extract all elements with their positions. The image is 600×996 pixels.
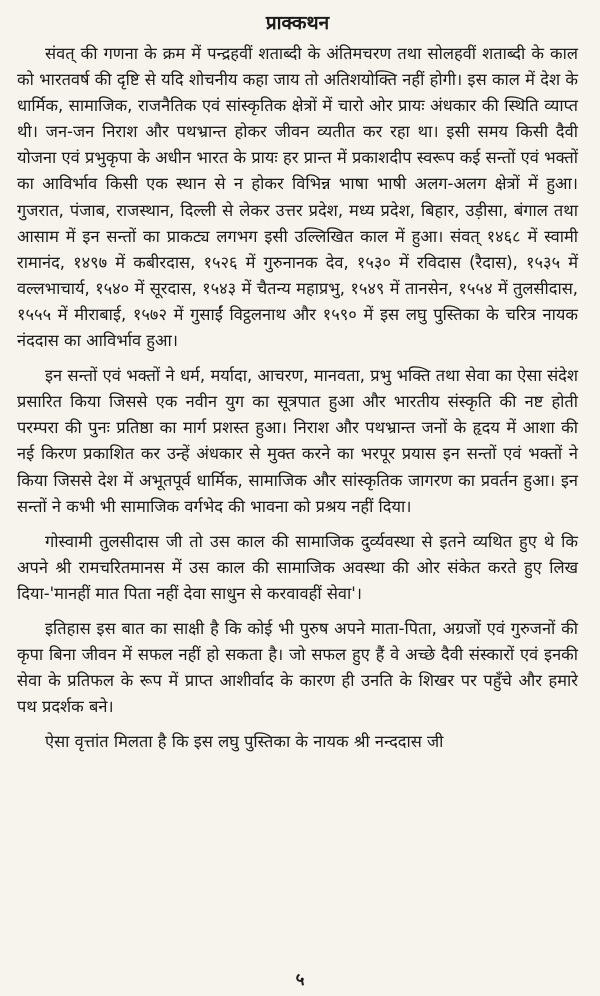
paragraph-3: गोस्वामी तुलसीदास जी तो उस काल की सामाजिक दुर्व्यवस्था से इतने व्यथित हुए थे कि अपने श्री रामचरितमानस में उस काल की सामाजिक अवस्था की ओर संकेत करते हुए लिख दिया-'मानहीं मात पिता नहीं देवा साधुन से करवावहीं सेवा'।: [17, 531, 578, 603]
paragraph-4: इतिहास इस बात का साक्षी है कि कोई भी पुरुष अपने माता-पिता, अग्रजों एवं गुरुजनों की कृपा बिना जीवन में सफल नहीं हो सकता है। जो सफल हुए हैं वे अच्छे दैवी संस्कारों एवं इनकी सेवा के प्रतिफल के रूप में प्राप्त आशीर्वाद के कारण ही उनति के शिखर पर पहुँचे और हमारे पथ प्रदर्शक बने।: [17, 618, 578, 717]
paragraph-5: ऐसा वृत्तांत मिलता है कि इस लघु पुस्तिका के नायक श्री नन्ददास जी: [45, 732, 444, 752]
paragraph-1: संवत् की गणना के क्रम में पन्द्रहवीं शताब्दी के अंतिमचरण तथा सोलहवीं शताब्दी के काल को भारतवर्ष की दृष्टि से यदि शोचनीय कहा जाय तो अतिशयोक्ति नहीं होगी। इस काल में देश के धार्मिक, सामाजिक, राजनैतिक एवं सांस्कृतिक क्षेत्रों में चारो ओर प्रायः अंधकार की स्थिति व्याप्त थी। जन-जन निराश और पथभ्रान्त होकर जीवन व्यतीत कर रहा था। इसी समय किसी दैवी योजना एवं प्रभुकृपा के अधीन भारत के प्रायः हर प्रान्त में प्रकाशदीप स्वरूप कई सन्तों एवं भक्तों का आविर्भाव किसी एक स्थान से न होकर विभिन्न भाषा भाषी अलग-अलग क्षेत्रों में हुआ। गुजरात, पंजाब, राजस्थान, दिल्ली से लेकर उत्तर प्रदेश, मध्य प्रदेश, बिहार, उड़ीसा, बंगाल तथा आसाम में इन सन्तों का प्राकट्य लगभग इसी उल्लिखित काल में हुआ। संवत् १४६८ में स्वामी रामानंद, १४९७ में कबीरदास, १५२६ में गुरुनानक देव, १५३० में रविदास (रैदास), १५३५ में वल्लभाचार्य, १५४० में सूरदास, १५४३ में चैतन्य महाप्रभु, १५४९ में तानसेन, १५५४ में तुलसीदास, १५५५ में मीराबाई, १५७२ में गुसाईं विट्ठलनाथ और १५९० में इस लघु पुस्तिका के चरित्र नायक नंददास का आविर्भाव हुआ।: [17, 44, 578, 351]
page-title: प्राक्कथन: [265, 12, 330, 34]
page-number: ५: [295, 970, 305, 990]
paragraph-2: इन सन्तों एवं भक्तों ने धर्म, मर्यादा, आचरण, मानवता, प्रभु भक्ति तथा सेवा का ऐसा संदेश प्रसारित किया जिससे एक नवीन युग का सूत्रपात हुआ और भारतीय संस्कृति की नष्ट होती परम्परा की पुनः प्रतिष्ठा का मार्ग प्रशस्त हुआ। निराश और पथभ्रान्त जनों के हृदय में आशा की नई किरण प्रकाशित कर उन्हें अंधकार से मुक्त करने का भरपूर प्रयास इन सन्तों एवं भक्तों ने किया जिससे देश में अभूतपूर्व धार्मिक, सामाजिक और सांस्कृतिक जागरण का प्रवर्तन हुआ। इन सन्तों ने कभी भी सामाजिक वर्गभेद की भावना को प्रश्रय नहीं दिया।: [17, 366, 578, 516]
